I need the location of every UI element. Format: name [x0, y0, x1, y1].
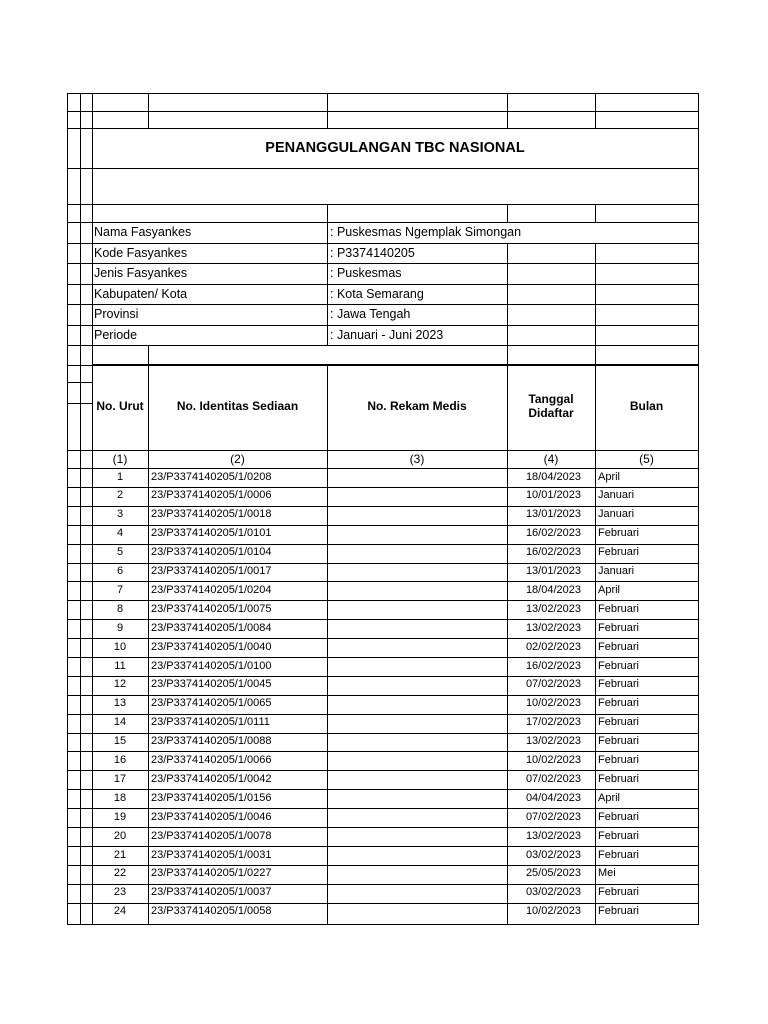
- cell-bulan: Februari: [598, 678, 639, 691]
- grid-row-line: [67, 284, 699, 285]
- grid-row-line: [67, 325, 699, 326]
- cell-tanggal: 16/02/2023: [525, 527, 581, 540]
- row-divider: [67, 487, 699, 488]
- cell-no-identitas: 23/P3374140205/1/0037: [151, 886, 272, 899]
- cell-no-urut: 4: [116, 527, 124, 540]
- cell-tanggal: 16/02/2023: [525, 546, 581, 559]
- cell-bulan: Februari: [598, 810, 639, 823]
- cell-no-identitas: 23/P3374140205/1/0101: [151, 527, 272, 540]
- cell-bulan: April: [598, 791, 621, 804]
- document-title: PENANGGULANGAN TBC NASIONAL: [265, 140, 525, 156]
- cell-no-urut: 16: [113, 754, 127, 766]
- cell-no-urut: 12: [113, 678, 127, 691]
- info-label-kabupaten: Kabupaten/ Kota: [94, 287, 188, 301]
- cell-bulan: Februari: [598, 527, 639, 540]
- grid-row-line: [67, 204, 699, 205]
- row-divider: [67, 525, 699, 526]
- cell-bulan: Februari: [598, 848, 639, 861]
- row-divider: [67, 884, 699, 885]
- cell-no-urut: 20: [113, 829, 127, 842]
- cell-no-identitas: 23/P3374140205/1/0156: [151, 791, 272, 804]
- row-divider: [67, 657, 699, 658]
- cell-no-urut: 21: [113, 848, 127, 861]
- cell-no-identitas: 23/P3374140205/1/0204: [151, 583, 272, 596]
- cell-no-identitas: 23/P3374140205/1/0104: [151, 546, 272, 559]
- cell-tanggal: 13/02/2023: [525, 735, 581, 748]
- column-number-2: (2): [230, 452, 245, 466]
- info-label-kode: Kode Fasyankes: [94, 246, 188, 260]
- info-label-nama: Nama Fasyankes: [94, 225, 192, 239]
- info-value-periode: : Januari - Juni 2023: [330, 328, 444, 342]
- cell-no-identitas: 23/P3374140205/1/0208: [151, 470, 272, 483]
- row-divider: [67, 846, 699, 847]
- info-value-provinsi: : Jawa Tengah: [330, 307, 411, 321]
- grid-row-line: [67, 222, 699, 223]
- cell-bulan: April: [598, 470, 621, 483]
- grid-row-line: [67, 924, 699, 925]
- cell-bulan: Februari: [598, 602, 639, 615]
- grid-row-line: [67, 345, 699, 346]
- row-divider: [67, 714, 699, 715]
- grid-row-line: [67, 403, 92, 404]
- grid-col-line: [507, 243, 508, 345]
- cell-no-identitas: 23/P3374140205/1/0058: [151, 905, 272, 918]
- cell-no-urut: 6: [116, 565, 124, 577]
- grid-right-edge: [698, 93, 699, 925]
- cell-no-identitas: 23/P3374140205/1/0075: [151, 602, 272, 615]
- cell-bulan: Februari: [598, 735, 639, 748]
- cell-no-urut: 24: [113, 905, 127, 918]
- row-divider: [67, 808, 699, 809]
- row-divider: [67, 544, 699, 545]
- row-divider: [67, 789, 699, 790]
- cell-bulan: Februari: [598, 640, 639, 653]
- grid-col-line: [595, 365, 596, 925]
- row-divider: [67, 903, 699, 904]
- row-divider: [67, 638, 699, 639]
- cell-no-urut: 14: [113, 716, 127, 729]
- cell-no-identitas: 23/P3374140205/1/0066: [151, 754, 272, 766]
- cell-no-urut: 17: [113, 772, 127, 785]
- cell-no-identitas: 23/P3374140205/1/0006: [151, 489, 272, 502]
- cell-no-urut: 23: [113, 886, 127, 899]
- row-divider: [67, 506, 699, 507]
- grid-col-line: [595, 204, 596, 222]
- row-divider: [67, 695, 699, 696]
- row-divider: [67, 676, 699, 677]
- cell-no-identitas: 23/P3374140205/1/0042: [151, 772, 272, 785]
- row-divider: [67, 600, 699, 601]
- header-tanggal-line2: Didaftar: [528, 406, 574, 420]
- grid-row-line: [67, 468, 699, 469]
- cell-no-identitas: 23/P3374140205/1/0084: [151, 621, 272, 634]
- header-no-identitas: No. Identitas Sediaan: [176, 399, 299, 413]
- row-divider: [67, 827, 699, 828]
- cell-tanggal: 04/04/2023: [525, 791, 581, 804]
- grid-row-line: [67, 128, 699, 129]
- cell-no-identitas: 23/P3374140205/1/0227: [151, 867, 272, 880]
- row-divider: [67, 581, 699, 582]
- cell-no-identitas: 23/P3374140205/1/0111: [151, 716, 270, 729]
- cell-tanggal: 02/02/2023: [525, 640, 581, 653]
- cell-no-urut: 19: [113, 810, 127, 823]
- cell-no-urut: 10: [113, 640, 127, 653]
- cell-bulan: Februari: [598, 697, 639, 710]
- cell-no-identitas: 23/P3374140205/1/0078: [151, 829, 272, 842]
- grid-col-line: [507, 345, 508, 365]
- cell-no-urut: 5: [116, 546, 124, 559]
- grid-col-line: [327, 93, 328, 128]
- grid-col-a: [67, 93, 68, 925]
- row-divider: [67, 865, 699, 866]
- cell-tanggal: 18/04/2023: [525, 583, 581, 596]
- cell-bulan: Februari: [598, 772, 639, 785]
- grid-col-line: [148, 345, 149, 365]
- header-bulan: Bulan: [629, 399, 664, 413]
- cell-tanggal: 13/02/2023: [525, 829, 581, 842]
- cell-no-identitas: 23/P3374140205/1/0017: [151, 565, 272, 577]
- grid-col-line: [595, 243, 596, 345]
- grid-col-b: [80, 93, 81, 925]
- cell-no-identitas: 23/P3374140205/1/0040: [151, 640, 272, 653]
- cell-no-urut: 2: [116, 489, 124, 502]
- grid-row-line: [67, 168, 699, 169]
- cell-tanggal: 25/05/2023: [525, 867, 581, 880]
- grid-row-line: [67, 263, 699, 264]
- header-tanggal-line1: Tanggal: [528, 392, 574, 406]
- cell-no-urut: 1: [116, 470, 124, 483]
- cell-tanggal: 18/04/2023: [525, 470, 581, 483]
- column-number-3: (3): [409, 452, 425, 466]
- cell-tanggal: 03/02/2023: [525, 848, 581, 861]
- grid-row-line: [67, 450, 699, 451]
- cell-no-identitas: 23/P3374140205/1/0018: [151, 508, 272, 521]
- cell-bulan: Januari: [598, 489, 635, 502]
- header-no-rekam-medis: No. Rekam Medis: [367, 399, 467, 413]
- grid-col-line: [327, 204, 328, 345]
- cell-no-urut: 13: [113, 697, 127, 710]
- grid-col-line: [148, 365, 149, 925]
- info-value-nama: : Puskesmas Ngemplak Simongan: [330, 225, 522, 239]
- cell-no-urut: 3: [116, 508, 124, 521]
- cell-no-urut: 15: [113, 735, 127, 748]
- cell-tanggal: 10/01/2023: [525, 489, 581, 502]
- cell-tanggal: 10/02/2023: [525, 697, 581, 710]
- grid-row-line: [67, 382, 92, 383]
- cell-tanggal: 13/02/2023: [525, 602, 581, 615]
- cell-no-urut: 18: [113, 791, 127, 804]
- cell-bulan: April: [598, 583, 621, 596]
- cell-no-identitas: 23/P3374140205/1/0088: [151, 735, 272, 748]
- info-label-jenis: Jenis Fasyankes: [94, 266, 188, 280]
- cell-bulan: Mei: [598, 867, 616, 880]
- cell-no-urut: 7: [116, 583, 124, 596]
- cell-bulan: Februari: [598, 754, 639, 766]
- grid-col-line: [327, 365, 328, 925]
- column-number-5: (5): [639, 452, 654, 466]
- cell-bulan: Februari: [598, 546, 639, 559]
- cell-tanggal: 17/02/2023: [525, 716, 581, 729]
- grid-row-line: [92, 364, 699, 366]
- cell-no-urut: 9: [116, 621, 124, 634]
- row-divider: [67, 751, 699, 752]
- row-divider: [67, 563, 699, 564]
- cell-bulan: Januari: [598, 508, 635, 521]
- info-label-periode: Periode: [94, 328, 138, 342]
- grid-col-line: [148, 93, 149, 128]
- row-divider: [67, 619, 699, 620]
- grid-row-line: [67, 304, 699, 305]
- grid-col-line: [507, 93, 508, 128]
- grid-row-line: [67, 93, 699, 94]
- grid-row-line: [67, 365, 92, 366]
- cell-tanggal: 07/02/2023: [525, 810, 581, 823]
- column-number-4: (4): [543, 452, 559, 466]
- row-divider: [67, 733, 699, 734]
- cell-bulan: Februari: [598, 621, 639, 634]
- cell-bulan: Februari: [598, 886, 639, 899]
- cell-bulan: Februari: [598, 829, 639, 842]
- cell-tanggal: 03/02/2023: [525, 886, 581, 899]
- cell-tanggal: 07/02/2023: [525, 678, 581, 691]
- cell-no-identitas: 23/P3374140205/1/0065: [151, 697, 272, 710]
- info-value-kabupaten: : Kota Semarang: [330, 287, 424, 301]
- header-no-urut: No. Urut: [96, 399, 144, 413]
- cell-no-identitas: 23/P3374140205/1/0031: [151, 848, 272, 861]
- cell-no-urut: 8: [116, 602, 124, 615]
- grid-col-line: [595, 93, 596, 128]
- column-number-1: (1): [112, 452, 128, 466]
- cell-no-urut: 11: [114, 659, 126, 672]
- info-label-provinsi: Provinsi: [94, 307, 139, 321]
- cell-tanggal: 10/02/2023: [525, 905, 581, 918]
- info-value-kode: : P3374140205: [330, 246, 415, 260]
- grid-row-line: [67, 243, 699, 244]
- cell-bulan: Februari: [598, 659, 639, 672]
- cell-no-identitas: 23/P3374140205/1/0046: [151, 810, 272, 823]
- cell-tanggal: 10/02/2023: [525, 754, 581, 766]
- cell-no-identitas: 23/P3374140205/1/0100: [151, 659, 272, 672]
- row-divider: [67, 770, 699, 771]
- cell-bulan: Februari: [598, 905, 639, 918]
- grid-row-line: [67, 111, 699, 112]
- cell-tanggal: 13/01/2023: [525, 565, 581, 577]
- info-value-jenis: : Puskesmas: [330, 266, 402, 280]
- cell-tanggal: 07/02/2023: [525, 772, 581, 785]
- cell-no-urut: 22: [113, 867, 127, 880]
- cell-tanggal: 16/02/2023: [525, 659, 581, 672]
- grid-col-line: [595, 345, 596, 365]
- cell-tanggal: 13/01/2023: [525, 508, 581, 521]
- cell-bulan: Februari: [598, 716, 639, 729]
- grid-col-line: [507, 204, 508, 222]
- cell-bulan: Januari: [598, 565, 635, 577]
- cell-no-identitas: 23/P3374140205/1/0045: [151, 678, 272, 691]
- cell-tanggal: 13/02/2023: [525, 621, 581, 634]
